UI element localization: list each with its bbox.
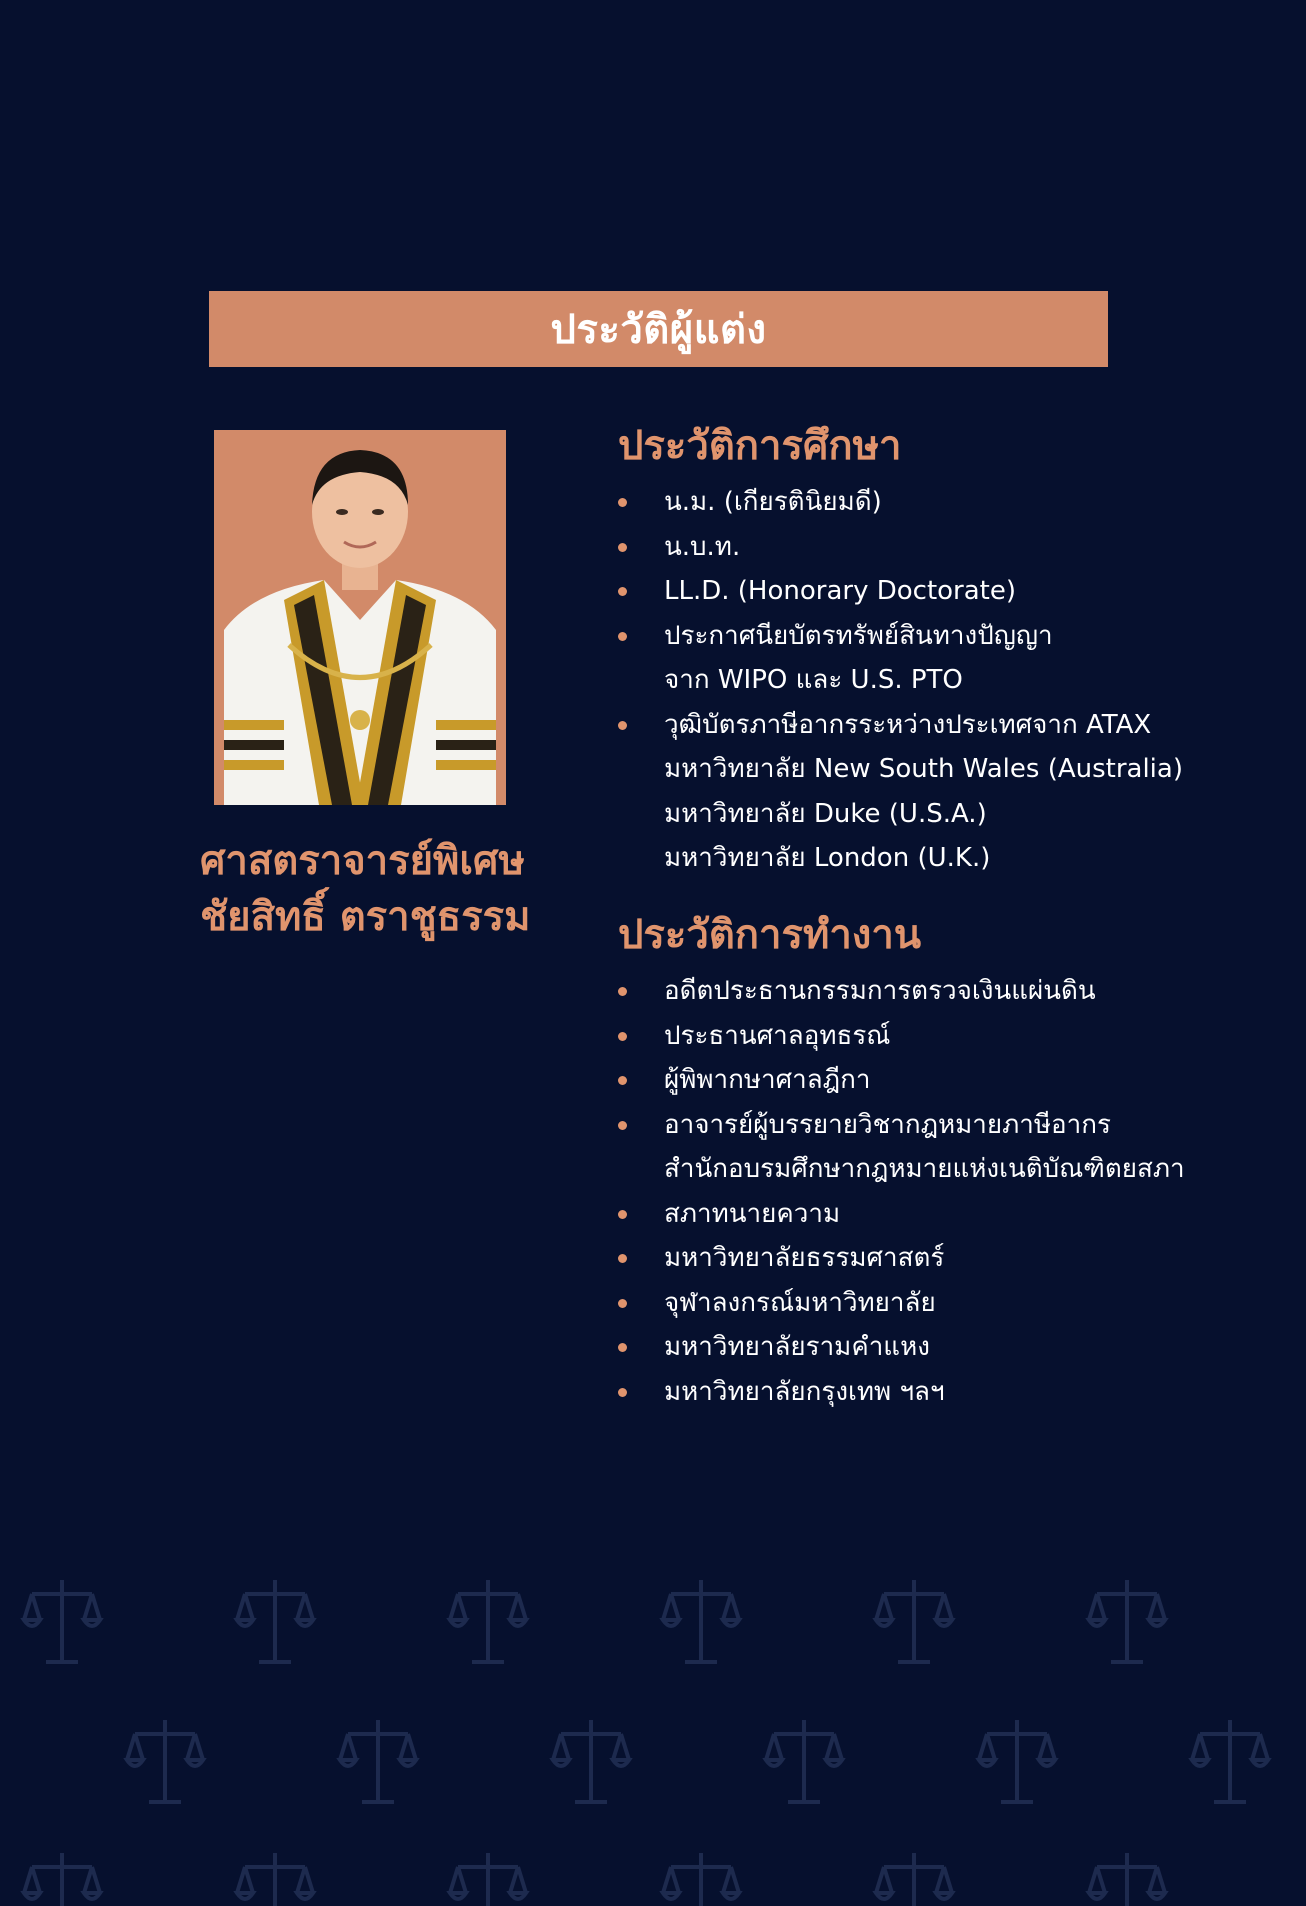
education-list-item: [618, 614, 1278, 703]
bullet-icon: [618, 587, 627, 596]
scales-mark: [876, 1580, 952, 1662]
work-list: [618, 969, 1278, 1414]
bullet-icon: [618, 543, 627, 552]
work-heading: ประวัติการทำงาน: [618, 912, 922, 958]
title-banner: [209, 291, 1108, 367]
work-section: [618, 907, 1278, 1414]
education-list-item: [618, 703, 1278, 881]
work-item-text: มหาวิทยาลัยรามคำแหง: [664, 1332, 930, 1362]
scales-mark: [663, 1580, 739, 1662]
scales-mark: [24, 1580, 100, 1662]
work-item-text: ผู้พิพากษาศาลฎีกา: [664, 1065, 871, 1095]
education-heading: ประวัติการศึกษา: [618, 423, 902, 469]
bullet-icon: [618, 987, 627, 996]
education-list-item: [618, 480, 1278, 525]
work-item-text: สภาทนายความ: [664, 1198, 841, 1229]
work-item-text: มหาวิทยาลัยธรรมศาสตร์: [664, 1243, 945, 1273]
author-name-line: ชัยสิทธิ์ ตราชูธรรม: [200, 894, 531, 940]
scales-mark: [237, 1580, 313, 1662]
education-item-text: LL.D. (Honorary Doctorate): [664, 576, 1017, 606]
scales-mark: [127, 1720, 203, 1802]
bullet-icon: [618, 1032, 627, 1041]
bullet-icon: [618, 721, 627, 730]
work-list-item: [618, 1281, 1278, 1326]
bullet-icon: [618, 1299, 627, 1308]
bullet-icon: [618, 1343, 627, 1352]
education-item-text: มหาวิทยาลัย Duke (U.S.A.): [664, 798, 987, 829]
scales-mark: [450, 1580, 526, 1662]
scales-mark: [1089, 1580, 1165, 1662]
scales-pattern: [0, 1540, 1306, 1906]
education-item-text: น.ม. (เกียรตินิยมดี): [664, 487, 882, 517]
work-list-item: [618, 1325, 1278, 1370]
work-item-text: ประธานศาลอุทธรณ์: [664, 1020, 891, 1051]
work-list-item: [618, 1058, 1278, 1103]
page-title: ประวัติผู้แต่ง: [550, 307, 767, 353]
author-title-line: ศาสตราจารย์พิเศษ: [200, 838, 525, 884]
work-item-text: อาจารย์ผู้บรรยายวิชากฎหมายภาษีอากร: [664, 1109, 1111, 1140]
scales-mark: [450, 1853, 526, 1906]
education-list-item: [618, 569, 1278, 614]
work-list-item: [618, 969, 1278, 1014]
bullet-icon: [618, 1121, 627, 1130]
scales-mark: [237, 1853, 313, 1906]
author-portrait-icon: [214, 430, 506, 805]
work-list-item: [618, 1370, 1278, 1415]
scales-mark: [663, 1853, 739, 1906]
work-item-text: จุฬาลงกรณ์มหาวิทยาลัย: [664, 1287, 936, 1318]
author-photo: [214, 430, 506, 805]
scales-mark: [1089, 1853, 1165, 1906]
education-list-item: [618, 525, 1278, 570]
bullet-icon: [618, 1388, 627, 1397]
education-item-text: น.บ.ท.: [664, 531, 741, 562]
work-item-text: มหาวิทยาลัยกรุงเทพ ฯลฯ: [664, 1376, 945, 1407]
scales-mark: [1192, 1720, 1268, 1802]
bullet-icon: [618, 498, 627, 507]
work-list-item: [618, 1103, 1278, 1192]
work-list-item: [618, 1192, 1278, 1237]
education-item-text: มหาวิทยาลัย London (U.K.): [664, 843, 991, 873]
education-item-text: มหาวิทยาลัย New South Wales (Australia): [664, 754, 1183, 784]
scales-of-justice-icon: [0, 1540, 1306, 1906]
education-item-text: จาก WIPO และ U.S. PTO: [664, 665, 963, 695]
bullet-icon: [618, 1254, 627, 1263]
education-list: [618, 480, 1278, 881]
scales-mark: [24, 1853, 100, 1906]
work-list-item: [618, 1014, 1278, 1059]
education-section: [618, 418, 1278, 881]
work-item-text: อดีตประธานกรรมการตรวจเงินแผ่นดิน: [664, 976, 1096, 1006]
education-item-text: ประกาศนียบัตรทรัพย์สินทางปัญญา: [664, 620, 1053, 651]
scales-mark: [979, 1720, 1055, 1802]
bullet-icon: [618, 1076, 627, 1085]
bullet-icon: [618, 1210, 627, 1219]
scales-mark: [766, 1720, 842, 1802]
education-item-text: วุฒิบัตรภาษีอากรระหว่างประเทศจาก ATAX: [664, 709, 1152, 740]
author-name: [200, 833, 530, 945]
scales-mark: [340, 1720, 416, 1802]
work-list-item: [618, 1236, 1278, 1281]
work-item-text: สำนักอบรมศึกษากฎหมายแห่งเนติบัณฑิตยสภา: [664, 1154, 1185, 1184]
scales-mark: [553, 1720, 629, 1802]
bullet-icon: [618, 632, 627, 641]
scales-mark: [876, 1853, 952, 1906]
